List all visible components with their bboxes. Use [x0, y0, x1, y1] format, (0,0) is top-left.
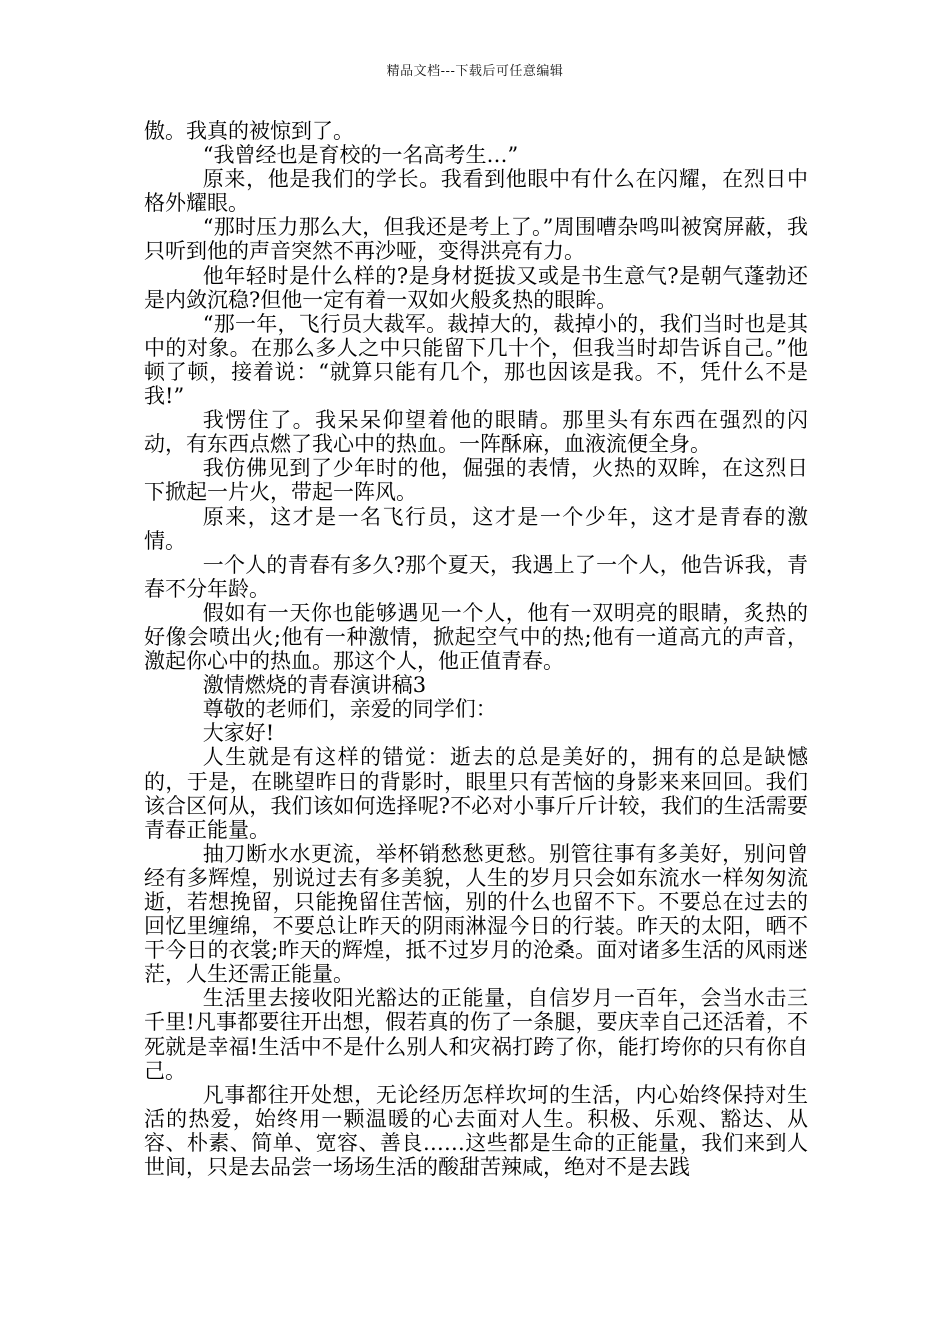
paragraph: “那一年，飞行员大裁军。裁掉大的，裁掉小的，我们当时也是其中的对象。在那么多人之中只能留下几十个，但我当时却告诉自己。”他顿了顿，接着说：“就算只能有几个，那也因该是我。不，凭什么不是我!”: [144, 311, 808, 409]
paragraph: 生活里去接收阳光豁达的正能量，自信岁月一百年，会当水击三千里!凡事都要往开出想，假若真的伤了一条腿，要庆幸自己还活着，不死就是幸福!生活中不是什么别人和灾祸打跨了你，能打垮你的只有你自己。: [144, 986, 808, 1083]
page-header: 精品文档---下载后可任意编辑: [386, 64, 564, 79]
paragraph: 人生就是有这样的错觉：逝去的总是美好的，拥有的总是缺憾的，于是，在眺望昨日的背影时，眼里只有苦恼的身影来来回回。我们该合区何从，我们该如何选择呢?不必对小事斤斤计较，我们的生活需要青春正能量。: [144, 745, 808, 842]
paragraph: 他年轻时是什么样的?是身材挺拔又或是书生意气?是朝气蓬勃还是内敛沉稳?但他一定有着一双如火般炙热的眼眸。: [144, 263, 808, 312]
paragraph: 傲。我真的被惊到了。: [144, 119, 354, 143]
paragraph: 假如有一天你也能够遇见一个人，他有一双明亮的眼睛，炙热的好像会喷出火;他有一种激情，掀起空气中的热;他有一道高亢的声音，激起你心中的热血。那这个人，他正值青春。: [144, 600, 808, 674]
section-title: 激情燃烧的青春演讲稿3: [202, 673, 427, 698]
paragraph: “那时压力那么大，但我还是考上了。”周围嘈杂鸣叫被窝屏蔽，我只听到他的声音突然不再沙哑，变得洪亮有力。: [144, 215, 808, 264]
greeting: 大家好!: [202, 721, 275, 746]
paragraph: 原来，他是我们的学长。我看到他眼中有什么在闪耀，在烈日中格外耀眼。: [144, 167, 808, 216]
paragraph: 我仿佛见到了少年时的他，倔强的表情，火热的双眸，在这烈日下掀起一片火，带起一阵风。: [144, 456, 808, 505]
paragraph: 凡事都往开处想，无论经历怎样坎坷的生活，内心始终保持对生活的热爱，始终用一颗温暖的心去面对人生。积极、乐观、豁达、从容、朴素、简单、宽容、善良……这些都是生命的正能量，我们来到人世间，只是去品尝一场场生活的酸甜苦辣咸，绝对不是去践: [144, 1082, 808, 1180]
paragraph: 抽刀断水水更流，举杯销愁愁更愁。别管往事有多美好，别问曾经有多辉煌，别说过去有多美貌，人生的岁月只会如东流水一样匆匆流逝，若想挽留，只能挽留住苦恼，别的什么也留不下。不要总在过去的回忆里缠绵，不要总让昨天的阴雨淋湿今日的行装。昨天的太阳，晒不干今日的衣裳;昨天的辉煌，抵不过岁月的沧桑。面对诸多生活的风雨迷茫，人生还需正能量。: [144, 841, 808, 987]
paragraph: 一个人的青春有多久?那个夏天，我遇上了一个人，他告诉我，青春不分年龄。: [144, 552, 808, 601]
paragraph: “我曾经也是育校的一名高考生…”: [202, 143, 519, 168]
salutation: 尊敬的老师们，亲爱的同学们：: [202, 697, 497, 722]
paragraph: 我愣住了。我呆呆仰望着他的眼睛。那里头有东西在强烈的闪动，有东西点燃了我心中的热血。一阵酥麻，血液流便全身。: [144, 408, 808, 457]
document-body: [144, 119, 808, 1179]
paragraph: 原来，这才是一名飞行员，这才是一个少年，这才是青春的激情。: [144, 504, 808, 553]
